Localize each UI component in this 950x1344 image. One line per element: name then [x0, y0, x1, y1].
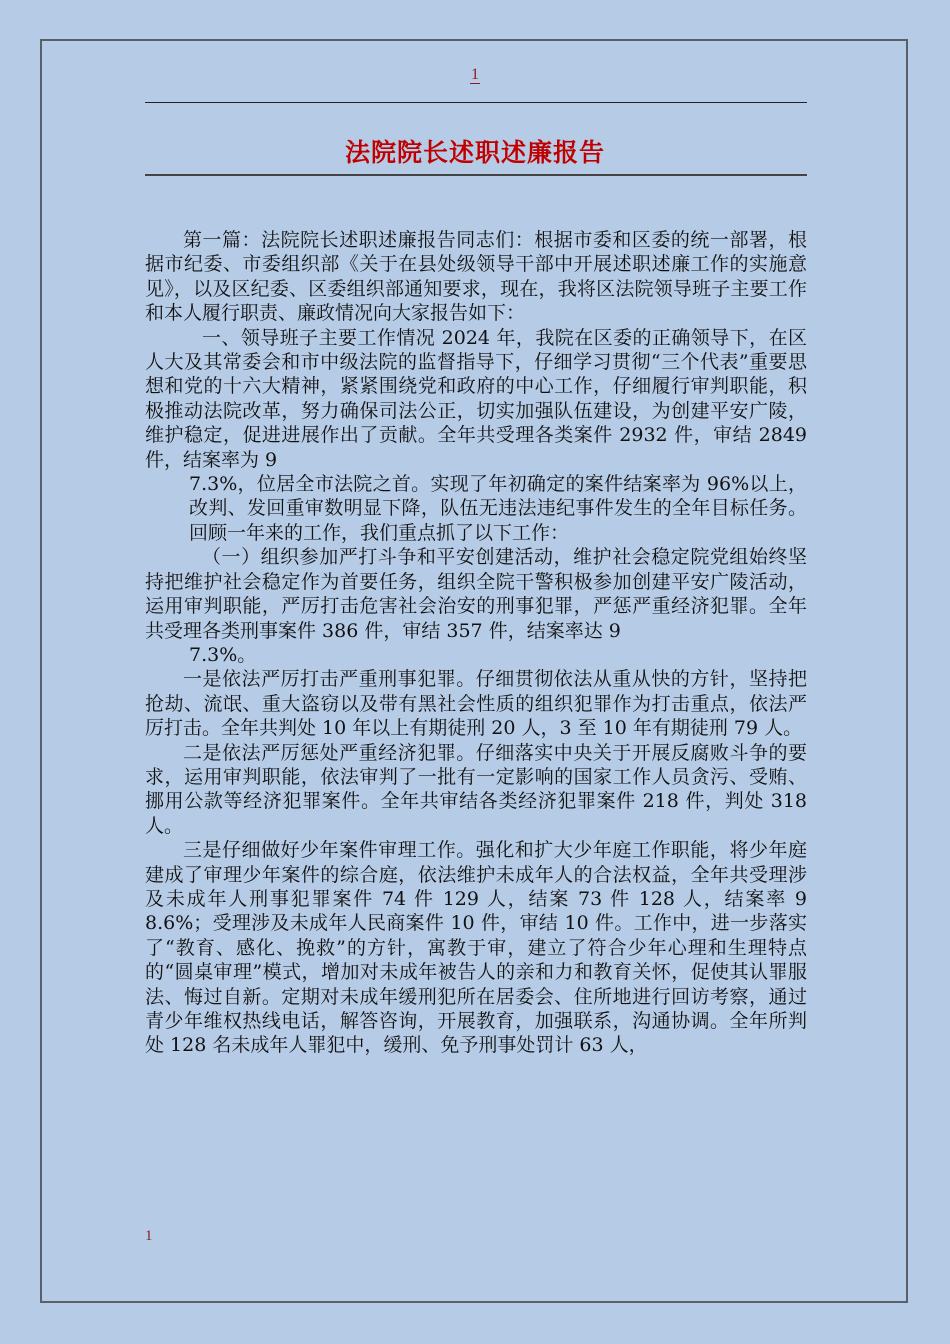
header-page-number: 1 [471, 66, 479, 83]
document-title: 法院院长述职述廉报告 [344, 138, 605, 167]
paragraph: 7.3%，位居全市法院之首。实现了年初确定的案件结案率为 96%以上，改判、发回重审数明显下降，队伍无违法违纪事件发生的全年目标任务。回顾一年来的工作，我们重点抓了以下工作： [189, 473, 807, 544]
document-body [145, 228, 807, 1058]
paragraph: 第一篇：法院院长述职述廉报告同志们：根据市委和区委的统一部署，根据市纪委、市委组织部《关于在县处级领导干部中开展述职述廉工作的实施意见》，以及区纪委、区委组织部通知要求，现在，我将区法院领导班子主要工作和本人履行职责、廉政情况向大家报告如下： [145, 229, 807, 325]
title-rule [145, 174, 807, 176]
paragraph: 三是仔细做好少年案件审理工作。强化和扩大少年庭工作职能，将少年庭建成了审理少年案件的综合庭，依法维护未成年人的合法权益，全年共受理涉及未成年人刑事犯罪案件 74 件 129 人，结案 73 件 128 人，结案率 9 8.6%；受理涉及未成年人民商案件 10 件，审结 10 件。工作中，进一步落实了“教育、感化、挽救”的方针，寓教于审，建立了符合少年心理和生理特点的“圆桌审理”模式，增加对未成年被告人的亲和力和教育关怀，促使其认罪服法、悔过自新。定期对未成年缓刑犯所在居委会、住所地进行回访考察，通过青少年维权热线电话，解答咨询，开展教育，加强联系，沟通协调。全年所判处 128 名未成年人罪犯中，缓刑、免予刑事处罚计 63 人， [145, 839, 807, 1057]
paragraph: 一是依法严厉打击严重刑事犯罪。仔细贯彻依法从重从快的方针，坚持把抢劫、流氓、重大盗窃以及带有黑社会性质的组织犯罪作为打击重点，依法严厉打击。全年共判处 10 年以上有期徒刑 20 人，3 至 10 年有期徒刑 79 人。 [145, 668, 807, 740]
paragraph: 7.3%。 [189, 643, 257, 666]
header-rule [145, 102, 807, 103]
paragraph: （一）组织参加严打斗争和平安创建活动，维护社会稳定院党组始终坚持把维护社会稳定作为首要任务，组织全院干警积极参加创建平安广陵活动，运用审判职能，严厉打击危害社会治安的刑事犯罪，严惩严重经济犯罪。全年共受理各类刑事案件 386 件，审结 357 件，结案率达 9 [145, 546, 807, 642]
footer-page-number: 1 [145, 1228, 153, 1244]
paragraph: 二是依法严厉惩处严重经济犯罪。仔细落实中央关于开展反腐败斗争的要求，运用审判职能，依法审判了一批有一定影响的国家工作人员贪污、受贿、挪用公款等经济犯罪案件。全年共审结各类经济犯罪案件 218 件，判处 318 人。 [145, 741, 807, 837]
paragraph: 一、领导班子主要工作情况 2024 年，我院在区委的正确领导下，在区人大及其常委会和市中级法院的监督指导下，仔细学习贯彻“三个代表”重要思想和党的十六大精神，紧紧围绕党和政府的中心工作，仔细履行审判职能，积极推动法院改革，努力确保司法公正，切实加强队伍建设，为创建平安广陵，维护稳定，促进进展作出了贡献。全年共受理各类案件 2932 件，审结 2849 件，结案率为 9 [145, 326, 807, 471]
